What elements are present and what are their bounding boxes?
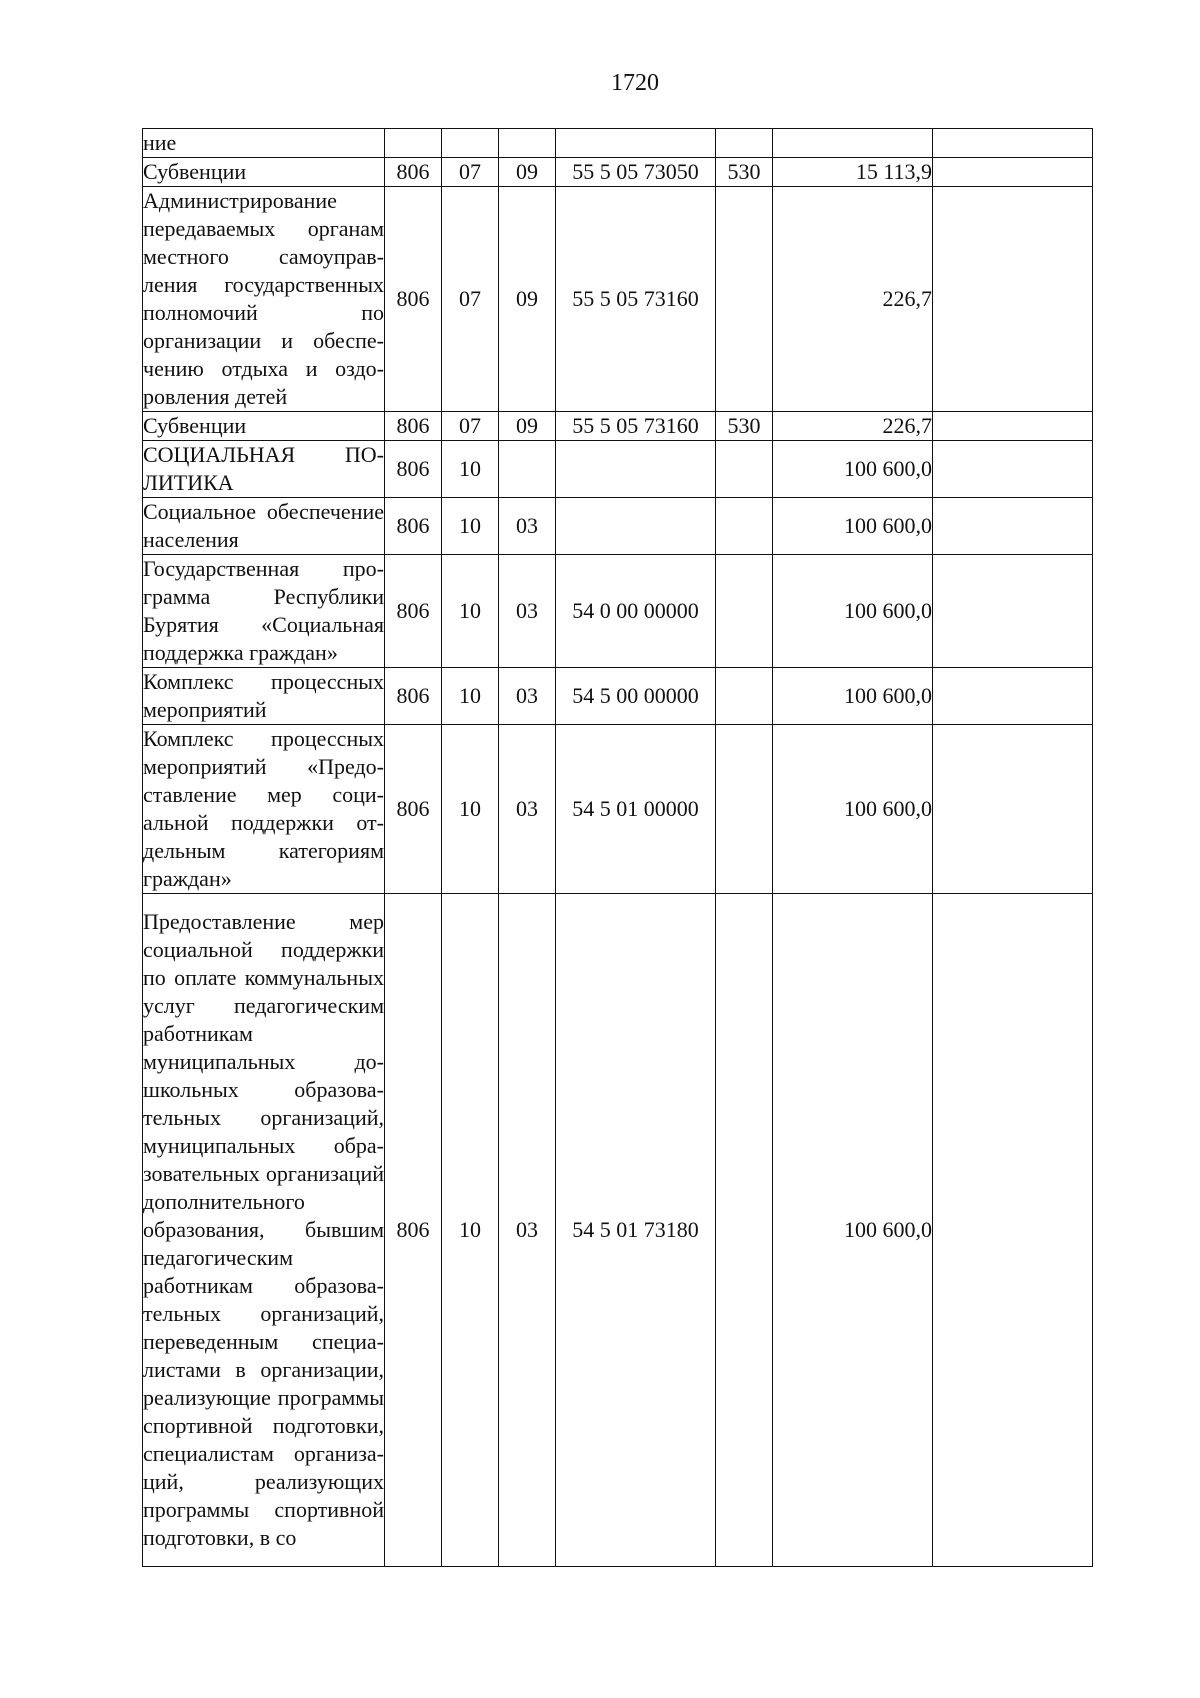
row-csr: 54 5 01 00000 xyxy=(556,725,716,894)
row-ved xyxy=(385,129,442,158)
row-pr: 09 xyxy=(499,412,556,441)
row-extra xyxy=(933,725,1093,894)
row-vr xyxy=(716,498,773,555)
row-sum xyxy=(773,129,933,158)
row-rz: 10 xyxy=(442,725,499,894)
table-row xyxy=(143,187,1093,412)
table-row xyxy=(143,441,1093,498)
row-rz: 10 xyxy=(442,555,499,668)
row-extra xyxy=(933,187,1093,412)
row-vr xyxy=(716,555,773,668)
row-pr: 03 xyxy=(499,725,556,894)
row-csr xyxy=(556,129,716,158)
row-sum: 15 113,9 xyxy=(773,158,933,187)
row-ved: 806 xyxy=(385,412,442,441)
row-csr: 55 5 05 73160 xyxy=(556,187,716,412)
row-ved: 806 xyxy=(385,725,442,894)
row-pr: 09 xyxy=(499,158,556,187)
row-ved: 806 xyxy=(385,668,442,725)
row-extra xyxy=(933,412,1093,441)
row-csr: 55 5 05 73050 xyxy=(556,158,716,187)
row-rz: 10 xyxy=(442,668,499,725)
row-rz: 10 xyxy=(442,894,499,1567)
row-ved: 806 xyxy=(385,441,442,498)
table-row xyxy=(143,555,1093,668)
table-row xyxy=(143,725,1093,894)
row-name: СОЦИАЛЬНАЯ ПОЛИТИКА xyxy=(143,441,385,498)
row-csr: 54 5 01 73180 xyxy=(556,894,716,1567)
budget-table xyxy=(142,128,1093,1567)
row-extra xyxy=(933,894,1093,1567)
row-rz: 07 xyxy=(442,412,499,441)
page-number: 1720 xyxy=(611,70,659,96)
row-sum: 226,7 xyxy=(773,412,933,441)
row-vr: 530 xyxy=(716,158,773,187)
row-ved: 806 xyxy=(385,158,442,187)
row-csr: 54 5 00 00000 xyxy=(556,668,716,725)
table-row xyxy=(143,894,1093,1567)
row-extra xyxy=(933,158,1093,187)
row-pr: 03 xyxy=(499,894,556,1567)
row-ved: 806 xyxy=(385,498,442,555)
row-sum: 100 600,0 xyxy=(773,555,933,668)
row-name: Администрирование передаваемых органам местного самоуправления государственных полномочий по организации и обеспечению отдыха и оздоровления детей xyxy=(143,187,385,412)
row-csr: 54 0 00 00000 xyxy=(556,555,716,668)
row-sum: 100 600,0 xyxy=(773,725,933,894)
table-row xyxy=(143,412,1093,441)
row-pr xyxy=(499,129,556,158)
row-rz: 10 xyxy=(442,441,499,498)
row-sum: 100 600,0 xyxy=(773,441,933,498)
table-body xyxy=(143,129,1093,1567)
row-ved: 806 xyxy=(385,894,442,1567)
row-ved: 806 xyxy=(385,187,442,412)
row-sum: 100 600,0 xyxy=(773,668,933,725)
row-name: ние xyxy=(143,129,385,158)
row-vr xyxy=(716,725,773,894)
row-extra xyxy=(933,441,1093,498)
row-vr xyxy=(716,668,773,725)
row-extra xyxy=(933,555,1093,668)
table-row xyxy=(143,498,1093,555)
row-pr: 03 xyxy=(499,668,556,725)
row-rz: 10 xyxy=(442,498,499,555)
row-name: Комплекс процессных мероприятий xyxy=(143,668,385,725)
row-extra xyxy=(933,129,1093,158)
row-name: Комплекс процессных мероприятий «Предоставление мер социальной поддержки отдельным категориям граждан» xyxy=(143,725,385,894)
table-row xyxy=(143,158,1093,187)
row-csr xyxy=(556,441,716,498)
table-row xyxy=(143,668,1093,725)
row-pr: 03 xyxy=(499,555,556,668)
table-row xyxy=(143,129,1093,158)
row-name: Государственная программа Республики Бурятия «Социальная поддержка граждан» xyxy=(143,555,385,668)
row-rz: 07 xyxy=(442,158,499,187)
row-sum: 100 600,0 xyxy=(773,498,933,555)
row-name: Социальное обеспечение населения xyxy=(143,498,385,555)
row-pr: 09 xyxy=(499,187,556,412)
row-vr: 530 xyxy=(716,412,773,441)
row-extra xyxy=(933,498,1093,555)
row-csr xyxy=(556,498,716,555)
row-csr: 55 5 05 73160 xyxy=(556,412,716,441)
row-name: Субвенции xyxy=(143,412,385,441)
row-vr xyxy=(716,187,773,412)
row-vr xyxy=(716,894,773,1567)
row-sum: 226,7 xyxy=(773,187,933,412)
row-extra xyxy=(933,668,1093,725)
row-pr xyxy=(499,441,556,498)
row-name: Субвенции xyxy=(143,158,385,187)
row-rz: 07 xyxy=(442,187,499,412)
row-pr: 03 xyxy=(499,498,556,555)
row-sum: 100 600,0 xyxy=(773,894,933,1567)
row-vr xyxy=(716,441,773,498)
row-rz xyxy=(442,129,499,158)
row-name: Предоставление мер социальной поддержки по оплате коммунальных услуг педагогическим работникам муниципальных дошкольных образовательных организаций, муниципальных образовательных организаций дополнительного образования, бывшим педагогическим работникам образовательных организаций, переведенным специалистами в организации, реализующие программы спортивной подготовки, специалистам организаций, реализующих программы спортивной подготовки, в со xyxy=(143,894,385,1567)
row-vr xyxy=(716,129,773,158)
row-ved: 806 xyxy=(385,555,442,668)
